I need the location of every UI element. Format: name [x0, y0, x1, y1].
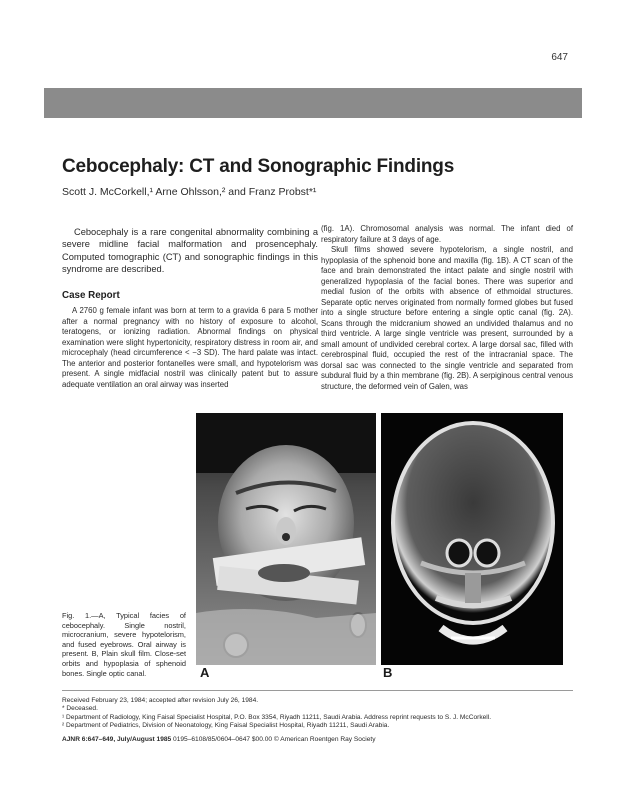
citation-details: 0195–6108/85/0604–0647 $00.00 © American Roentgen Ray Society — [171, 735, 376, 743]
figure-1b-skull-xray — [381, 413, 563, 665]
abstract: Cebocephaly is a rare congenital abnormality combining a severe midline facial malformation and prosencephaly. Computed tomographic (CT) and sonographic findings in this syndrome are described. — [62, 227, 318, 274]
figure-1a-infant-photo — [196, 413, 376, 665]
received-note: Received February 23, 1984; accepted after revision July 26, 1984. — [62, 697, 259, 704]
page-number: 647 — [551, 52, 568, 63]
figure-label-a: A — [200, 665, 210, 680]
citation-journal: AJNR 6:647–649, July/August 1985 — [62, 735, 172, 743]
figure-label-b: B — [383, 665, 393, 680]
footnotes — [62, 697, 577, 744]
journal-banner — [44, 88, 582, 118]
figure-caption: Fig. 1.—A, Typical facies of cebocephaly. Single nostril, microcranium, severe hypotelorism, and fused eyebrows. Oral airway is present. B, Plain skull film. Close-set orbits and hypoplasia of sphenoid bones. Single optic canal. — [62, 611, 186, 678]
footnote-divider — [62, 690, 573, 691]
journal-citation — [62, 736, 577, 744]
article-title: Cebocephaly: CT and Sonographic Findings — [62, 156, 455, 177]
body-paragraph: Skull films showed severe hypotelorism, a single nostril, and hypoplasia of the sphenoid bone and maxilla (fig. 1B). A CT scan of the face and brain demonstrated the intact palate and single nostril with generalized hypoplasia of the facial bones. There was superior and medial fusion of the orbits with absence of ethmoidal structures. Separate optic nerves originated from normally formed globes but fused into a single structure before entering a single optic canal (fig. 2A). Scans through the midcranium showed an undivided thalamus and no third ventricle. A large single ventricle was present, surrounded by a small amount of undivided cerebral cortex. A large dorsal sac, filled with cerebrospinal fluid, occupied the rest of the intracranial space. The dorsal sac was connected to the single ventricle and separated from subdural fluid by a thin membrane (fig. 2B). A serpiginous central venous structure, the deformed vein of Galen, was — [321, 245, 573, 391]
section-heading: Case Report — [62, 290, 120, 301]
affiliation-1: ¹ Department of Radiology, King Faisal Specialist Hospital, P.O. Box 3354, Riyadh 11211, Saudi Arabia. Address reprint requests to S. J. McCorkell. — [62, 713, 492, 721]
body-paragraph: (fig. 1A). Chromosomal analysis was normal. The infant died of respiratory failure at 3 days of age. — [321, 224, 573, 244]
right-column — [321, 224, 573, 392]
left-column — [62, 306, 318, 390]
author-list: Scott J. McCorkell,¹ Arne Ohlsson,² and Franz Probst*¹ — [62, 186, 317, 198]
affiliation-2: ² Department of Pediatrics, Division of Neonatology, King Faisal Specialist Hospital, Riyadh 11211, Saudi Arabia. — [62, 722, 390, 730]
case-report-paragraph: A 2760 g female infant was born at term to a gravida 6 para 5 mother after a normal pregnancy with no history of exposure to alcohol, teratogens, or ionizing radiation. Abnormal findings on physical examination were slight hypertonicity, respiratory distress in room air, and microcephaly (head circumference < −3 SD). The hard palate was intact. The anterior and posterior fontanelles were small, and hypotelorism was present. A single midfacial nostril was clinically patent but to assure adequate ventilation an oral airway was inserted — [62, 306, 318, 389]
deceased-note: * Deceased. — [62, 705, 98, 713]
